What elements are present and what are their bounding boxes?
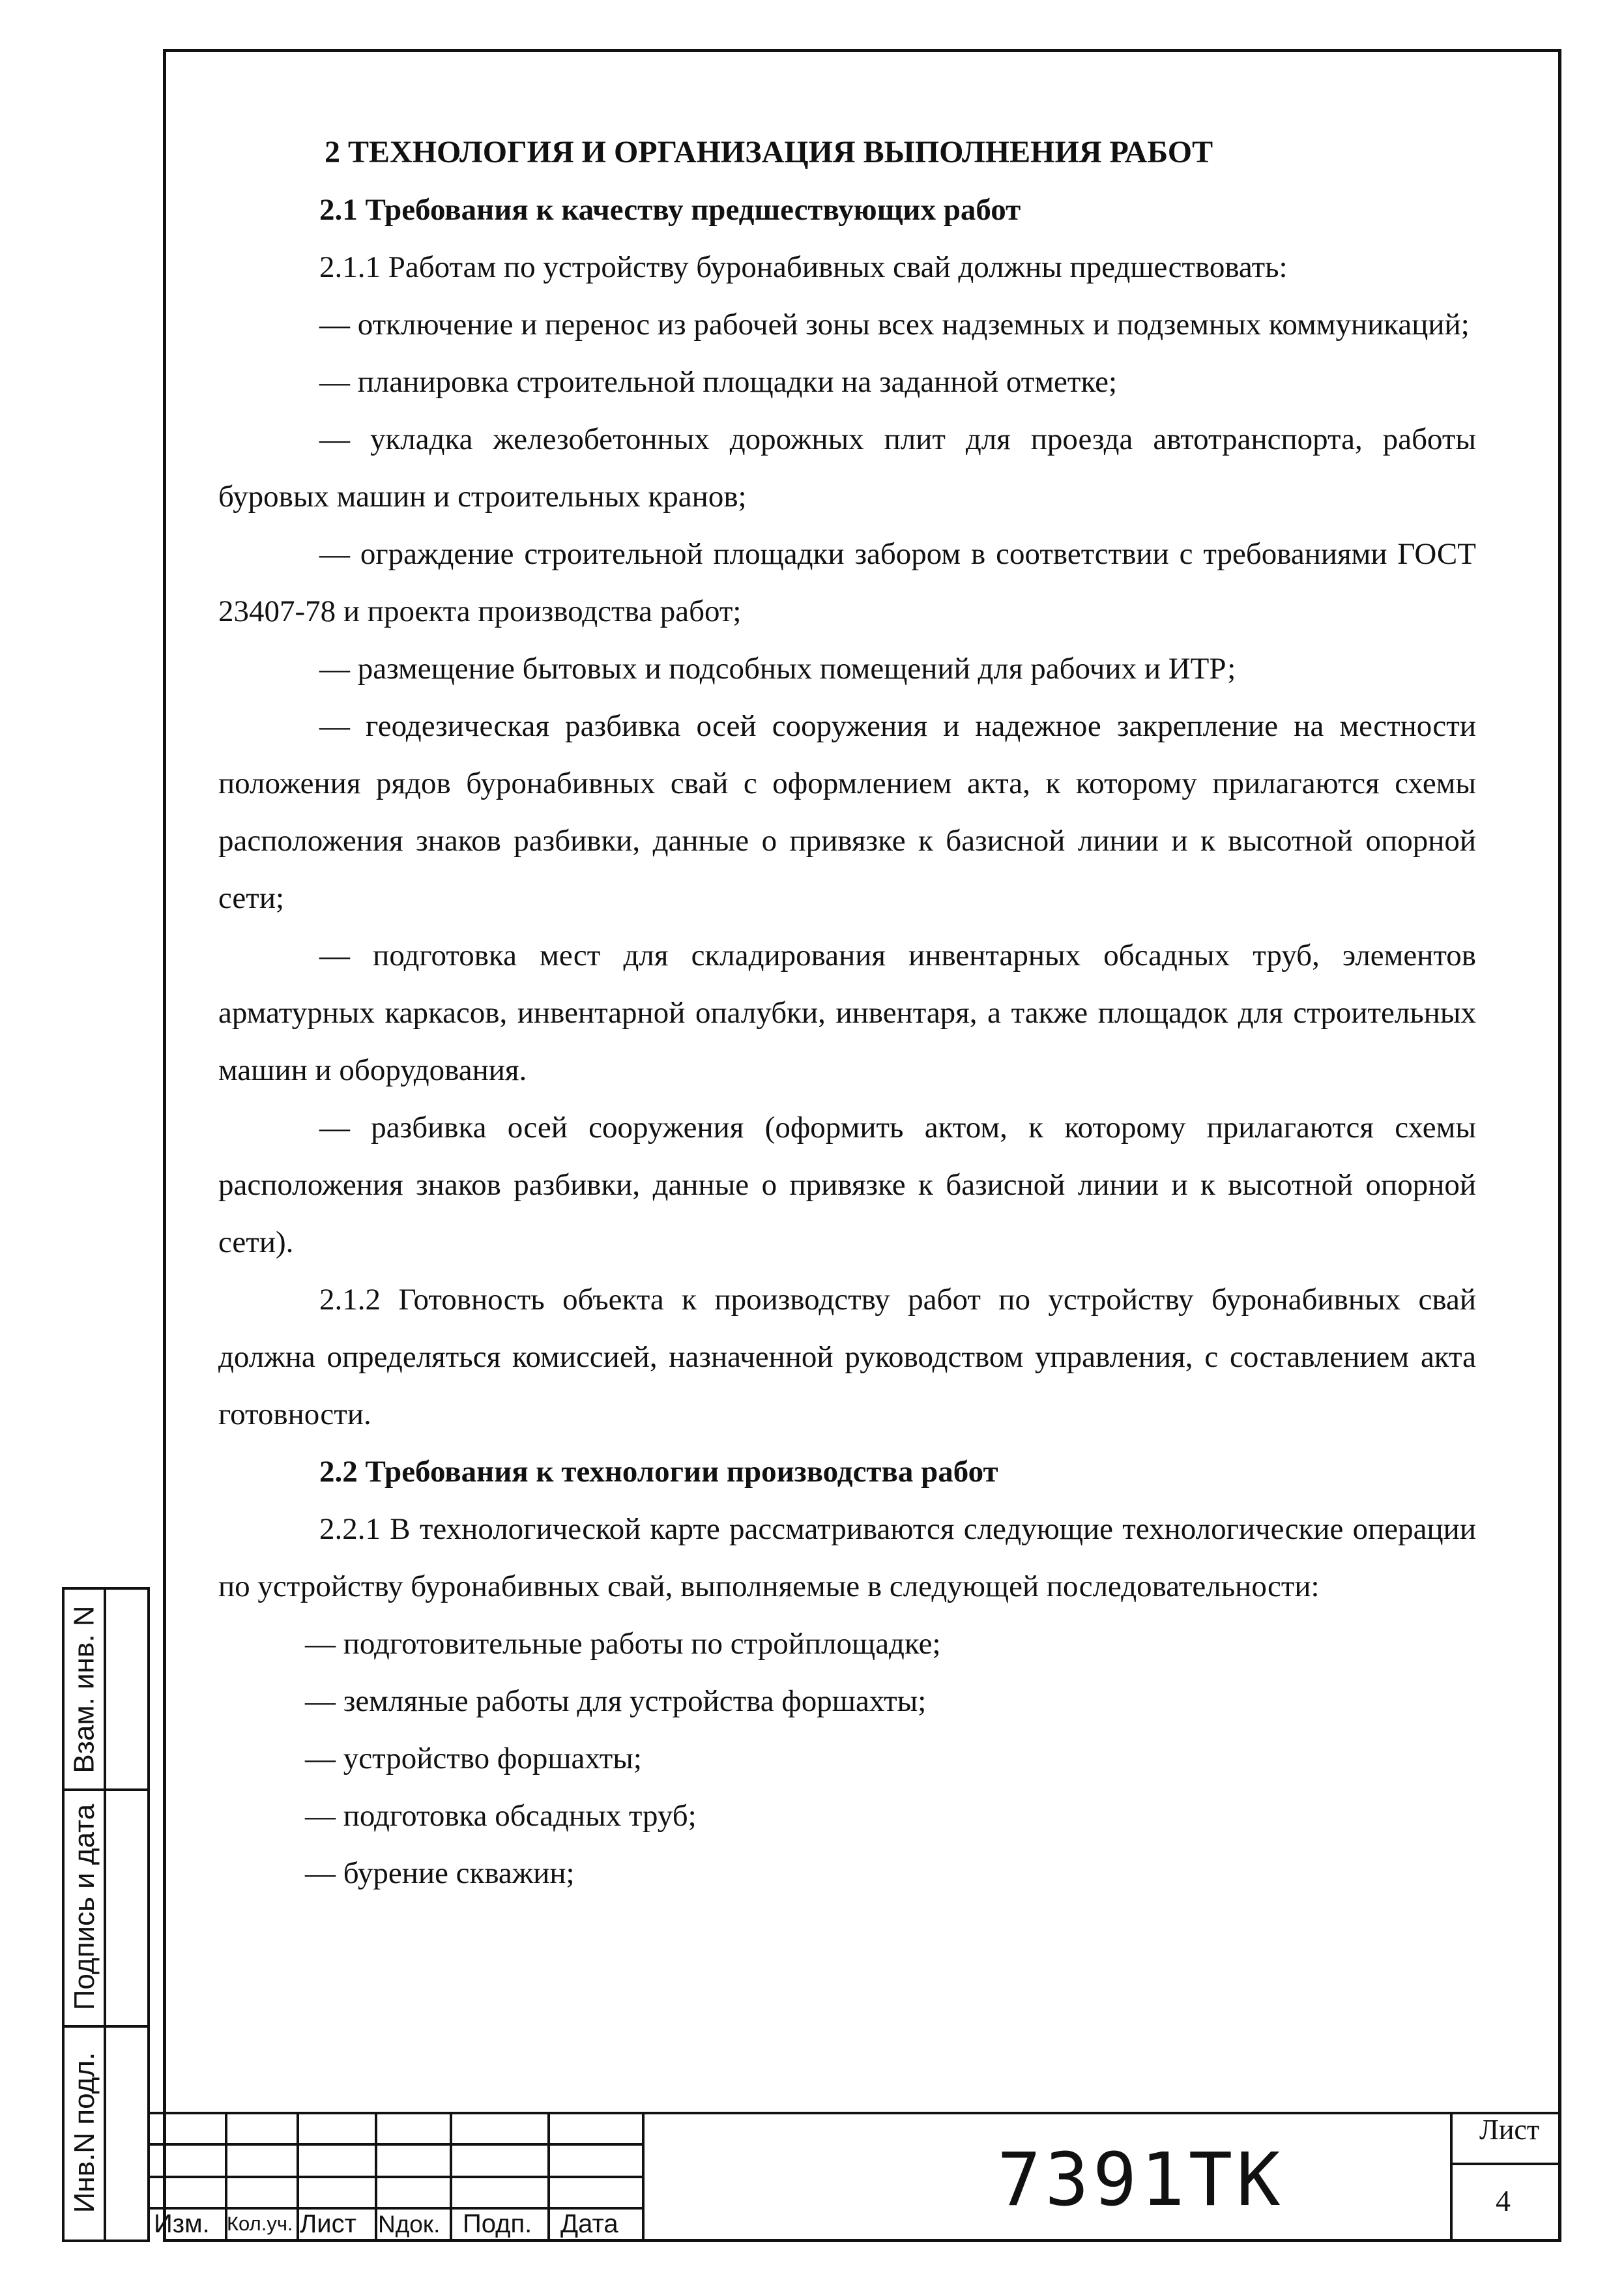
col-list: Лист (300, 2210, 356, 2238)
list-item: — планировка строительной площадки на заданной отметке; (319, 365, 1118, 399)
list-item: — размещение бытовых и подсобных помещений для рабочих и ИТР; (319, 652, 1236, 686)
list-item: — бурение скважин; (305, 1856, 575, 1890)
title-block-top-line (150, 2112, 1561, 2114)
sheet-box-divider (1450, 2112, 1453, 2242)
list-item: — устройство форшахты; (305, 1742, 642, 1775)
list-item: — разбивка осей сооружения (оформить актом, к которому прилагаются схемы расположения знаков разбивки, данные о привязке к базисной линии и к высотной опорной сети). (218, 1111, 1476, 1259)
paragraph-2-2-1: 2.2.1 В технологической карте рассматриваются следующие технологические операции по устройству буронабивных свай, выполняемые в следующей последовательности: (218, 1512, 1476, 1603)
chapter-title: 2 ТЕХНОЛОГИЯ И ОРГАНИЗАЦИЯ ВЫПОЛНЕНИЯ РАБОТ (325, 135, 1213, 169)
vzam-inv-label: Взам. инв. N (68, 1605, 101, 1773)
paragraph-2-1-1: 2.1.1 Работам по устройству буронабивных свай должны предшествовать: (319, 250, 1288, 284)
sheet-box-line (1450, 2163, 1561, 2165)
col-ndok: Nдок. (378, 2211, 441, 2238)
sheet-number: 4 (1496, 2184, 1511, 2217)
grid-line (450, 2112, 452, 2242)
grid-line (547, 2112, 550, 2242)
grid-line (150, 2176, 642, 2178)
document-code: 7391ТК (997, 2138, 1284, 2223)
list-item: — земляные работы для устройства форшахты; (305, 1684, 927, 1718)
section-heading-2-2: 2.2 Требования к технологии производства работ (319, 1455, 998, 1489)
col-izm: Изм. (154, 2210, 210, 2238)
list-item: — укладка железобетонных дорожных плит для проезда автотранспорта, работы буровых машин и строительных кранов; (218, 422, 1476, 514)
list-item: — подготовка обсадных труб; (305, 1799, 697, 1833)
title-block (150, 2112, 1561, 2242)
col-data: Дата (560, 2210, 618, 2238)
grid-line (642, 2112, 645, 2242)
list-item: — подготовительные работы по стройплощадке; (305, 1627, 941, 1661)
col-podp: Подп. (463, 2210, 532, 2238)
grid-line (375, 2112, 377, 2242)
podpis-data-label: Подпись и дата (68, 1803, 100, 2010)
sheet-label: Лист (1479, 2114, 1540, 2146)
section-heading-2-1: 2.1 Требования к качеству предшествующих работ (319, 193, 1021, 227)
paragraph-2-1-2: 2.1.2 Готовность объекта к производству работ по устройству буронабивных свай должна определяться комиссией, назначенной руководством управления, с составлением акта готовности. (218, 1283, 1476, 1431)
document-body (218, 124, 1476, 1902)
list-item: — подготовка мест для складирования инвентарных обсадных труб, элементов арматурных каркасов, инвентарной опалубки, инвентаря, а также площадок для строительных машин и оборудования. (218, 939, 1476, 1087)
grid-line (297, 2112, 299, 2242)
col-kol-uch: Кол.уч. (227, 2212, 293, 2235)
list-item: — ограждение строительной площадки забором в соответствии с требованиями ГОСТ 23407-78 и проекта производства работ; (218, 537, 1476, 628)
grid-line (150, 2143, 642, 2146)
side-stamp (62, 1587, 150, 2242)
list-item: — геодезическая разбивка осей сооружения и надежное закрепление на местности положения рядов буронабивных свай с оформлением акта, к которому прилагаются схемы расположения знаков разбивки, данные о привязке к базисной линии и к высотной опорной сети; (218, 709, 1476, 915)
list-item: — отключение и перенос из рабочей зоны всех надземных и подземных коммуникаций; (319, 308, 1470, 342)
inv-podl-label: Инв.N подл. (68, 2052, 100, 2213)
